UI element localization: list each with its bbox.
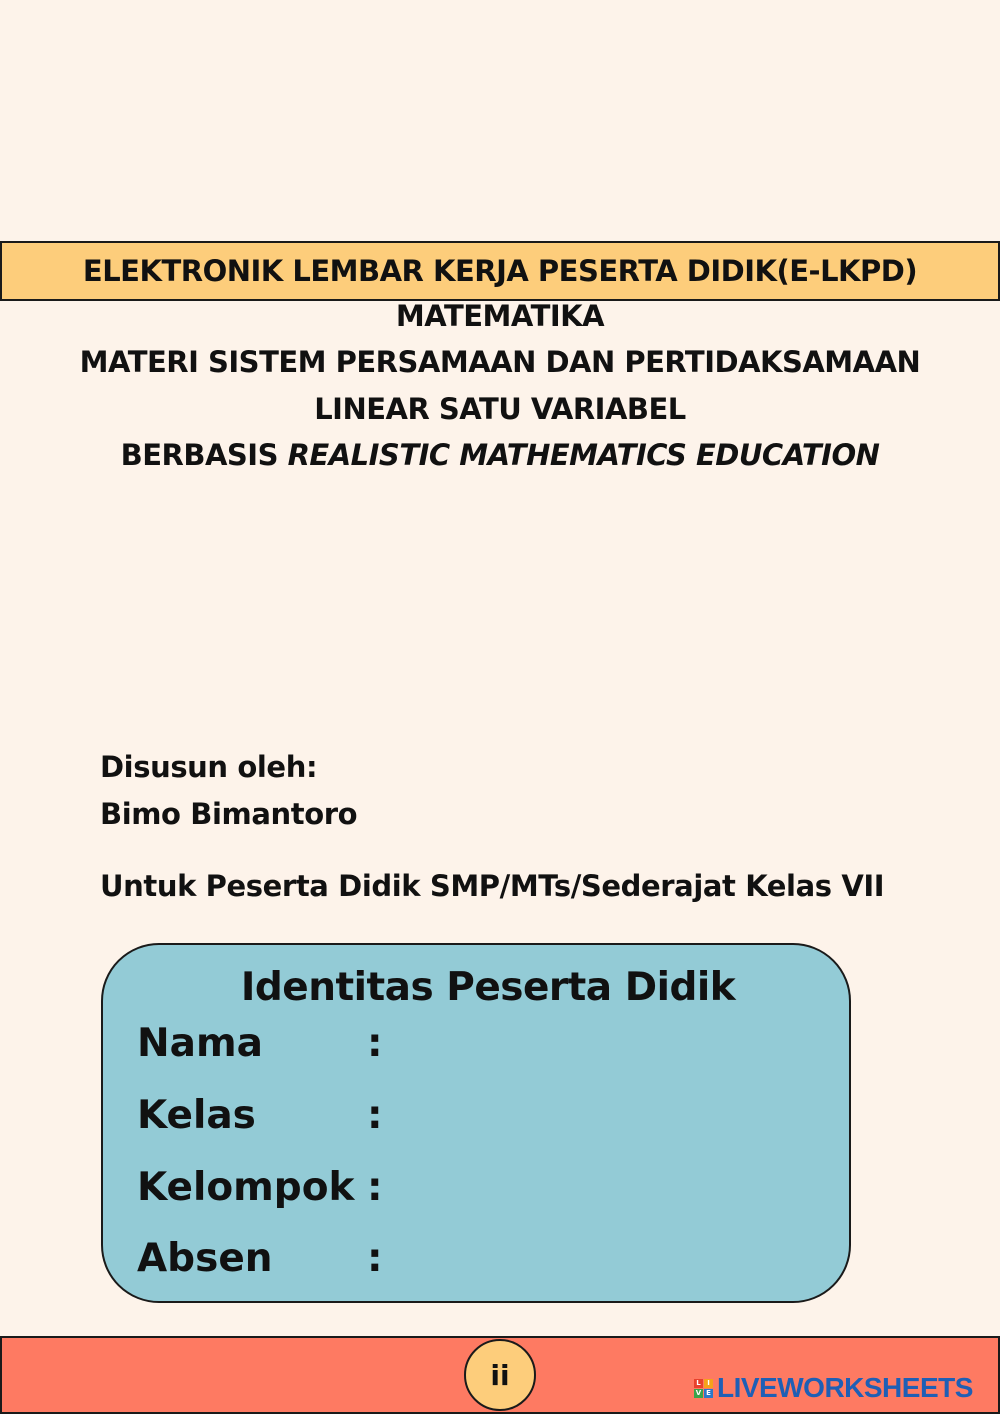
field-separator: :	[367, 1165, 383, 1210]
approach-name: REALISTIC MATHEMATICS EDUCATION	[287, 438, 880, 472]
identity-card-title: Identitas Peserta Didik	[240, 965, 736, 1010]
subject-heading: MATEMATIKA	[395, 299, 605, 333]
field-label: Kelompok	[137, 1165, 355, 1210]
identity-field-absen[interactable]	[137, 1236, 383, 1281]
field-label: Kelas	[137, 1093, 256, 1138]
student-identity-card	[101, 943, 851, 1303]
document-title: ELEKTRONIK LEMBAR KERJA PESERTA DIDIK(E-LKPD)	[82, 254, 918, 288]
document-title-banner	[0, 241, 1000, 301]
liveworksheets-logo[interactable]	[694, 1372, 973, 1404]
field-separator: :	[367, 1236, 383, 1281]
topic-heading-line-2: LINEAR SATU VARIABEL	[314, 392, 686, 426]
field-label: Absen	[137, 1236, 273, 1281]
topic-heading-line-1: MATERI SISTEM PERSAMAAN DAN PERTIDAKSAMAAN	[79, 345, 921, 379]
page-number-badge	[464, 1339, 536, 1411]
identity-field-kelas[interactable]	[137, 1093, 383, 1138]
identity-field-nama[interactable]	[137, 1021, 383, 1066]
author-name: Bimo Bimantoro	[100, 797, 358, 831]
page-number: ii	[490, 1358, 510, 1392]
field-label: Nama	[137, 1021, 263, 1066]
liveworksheets-icon: L I V E	[694, 1379, 713, 1398]
identity-field-kelompok[interactable]	[137, 1165, 383, 1210]
liveworksheets-wordmark: LIVEWORKSHEETS	[717, 1372, 973, 1403]
field-separator: :	[367, 1093, 383, 1138]
audience-text: Untuk Peserta Didik SMP/MTs/Sederajat Kelas VII	[100, 869, 885, 903]
approach-prefix: BERBASIS	[120, 438, 288, 472]
field-separator: :	[367, 1021, 383, 1066]
approach-heading	[0, 438, 1000, 472]
author-label: Disusun oleh:	[100, 750, 318, 784]
